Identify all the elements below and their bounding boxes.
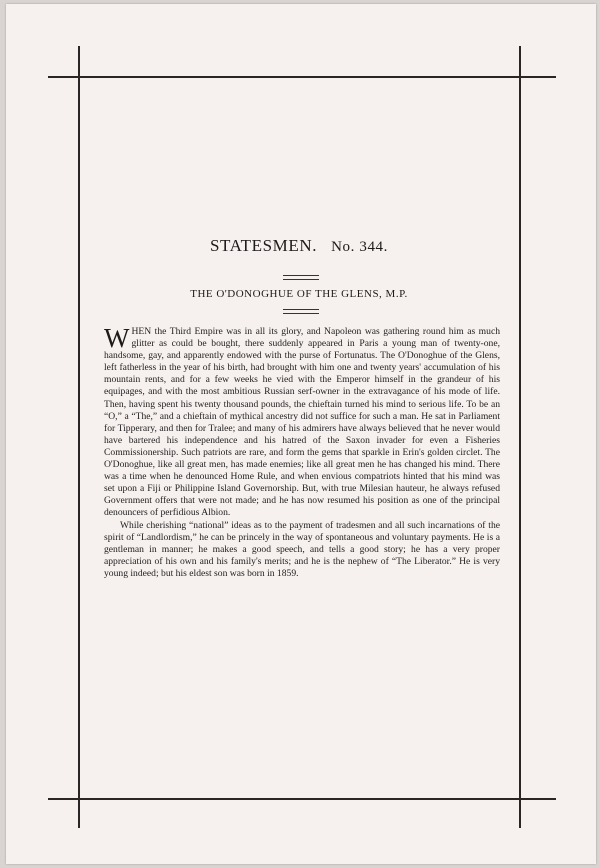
border-rule-bottom [48,798,556,800]
issue-number: No. 344. [331,239,388,255]
article-body [104,323,500,580]
article-subtitle: THE O'DONOGHUE OF THE GLENS, M.P. [190,288,408,300]
paragraph-2: While cherishing “national” ideas as to the payment of tradesmen and all such incarnations of the spirit of “Landlordism,” he can be princely in the way of spontaneous and voluntary payments. He is a gentleman in manner; he makes a good speech, and tells a good story; he has a very proper appreciation of his own and his family's merits; and he is the nephew of “The Liberator.” He is very young indeed; but his eldest son was born in 1859. [104,519,500,579]
border-rule-top [48,76,556,78]
page-title [79,236,519,256]
section-title: STATESMEN. [209,236,318,255]
paragraph-1 [104,323,500,520]
page [6,4,596,864]
border-rule-right [519,46,521,828]
double-rule-upper [283,275,319,280]
drop-cap: W [104,323,130,353]
double-rule-lower [283,309,319,314]
border-rule-left [78,46,80,828]
paragraph-1-text: HEN the Third Empire was in all its glory, and Napoleon was gathering round him as much glitter as could be bought, there suddenly appeared in Paris a young man of twenty-one, handsome, gay, and apparently endowed with the purse of Fortunatus. The O'Donoghue of the Glens, left fatherless in the year of his birth, had brought with him one and twenty years' accumulation of his mountain rents, and for a few weeks he vied with the Emperor himself in the grandeur of his equipages, and with the most ambitious Russian serf-owner in the extravagance of his mode of life. Then, having spent his twenty thousand pounds, the chieftain turned his mind to serious life. To be an “O,” a “The,” and a chieftain of mythical ancestry did not suffice for such a man. He sat in Parliament for Tipperary, and then for Tralee; and many of his admirers have always believed that he never would have bartered his independence and his hatred of the Saxon invader for even a Fisheries Commissionership. Such patriots are rare, and form the gems that sparkle in Erin's golden circlet. The O'Donoghue, like all great men, has made enemies; like all great men he has changed his mind. There was a time when he denounced Home Rule, and when envious compatriots hinted that his mind was set upon a Fiji or Philippine Island Governorship. But, with true Milesian hauteur, he always refused Government offers that were not made; and he has now resumed his position as one of the principal denouncers of perfidious Albion. [104,326,500,519]
